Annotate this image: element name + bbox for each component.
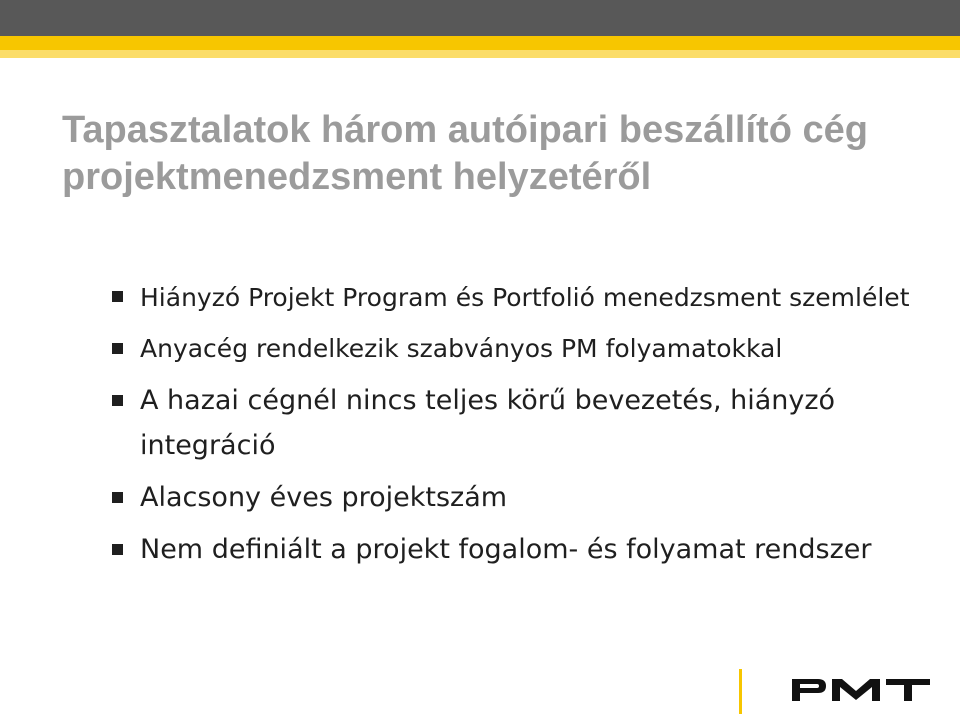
logo-divider	[739, 669, 742, 714]
bullet-text: Hiányzó Projekt Program és Portfolió menedzsment szemlélet	[140, 283, 910, 312]
bullet-item	[110, 475, 930, 520]
square-bullet-icon	[112, 395, 123, 406]
bullet-item	[110, 276, 930, 319]
bullet-list	[110, 276, 930, 579]
bullet-item	[110, 326, 930, 371]
bullet-item	[110, 527, 930, 572]
header-accent-stripe	[0, 36, 960, 50]
slide-title: Tapasztalatok három autóipari beszállító cég projektmenedzsment helyzetéről	[62, 109, 868, 198]
bullet-text: Anyacég rendelkezik szabványos PM folyamatokkal	[140, 334, 783, 363]
square-bullet-icon	[112, 343, 123, 354]
bullet-text: Alacsony éves projektszám	[140, 482, 508, 513]
header-bar	[0, 0, 960, 36]
bullet-text: Nem definiált a projekt fogalom- és folyamat rendszer	[140, 534, 872, 565]
square-bullet-icon	[112, 492, 123, 503]
header-accent-stripe-light	[0, 50, 960, 58]
pmt-logo-icon	[790, 674, 932, 704]
square-bullet-icon	[112, 291, 123, 302]
bullet-item	[110, 378, 930, 468]
bullet-text: A hazai cégnél nincs teljes körű bevezetés, hiányzó integráció	[140, 385, 836, 461]
square-bullet-icon	[112, 544, 123, 555]
